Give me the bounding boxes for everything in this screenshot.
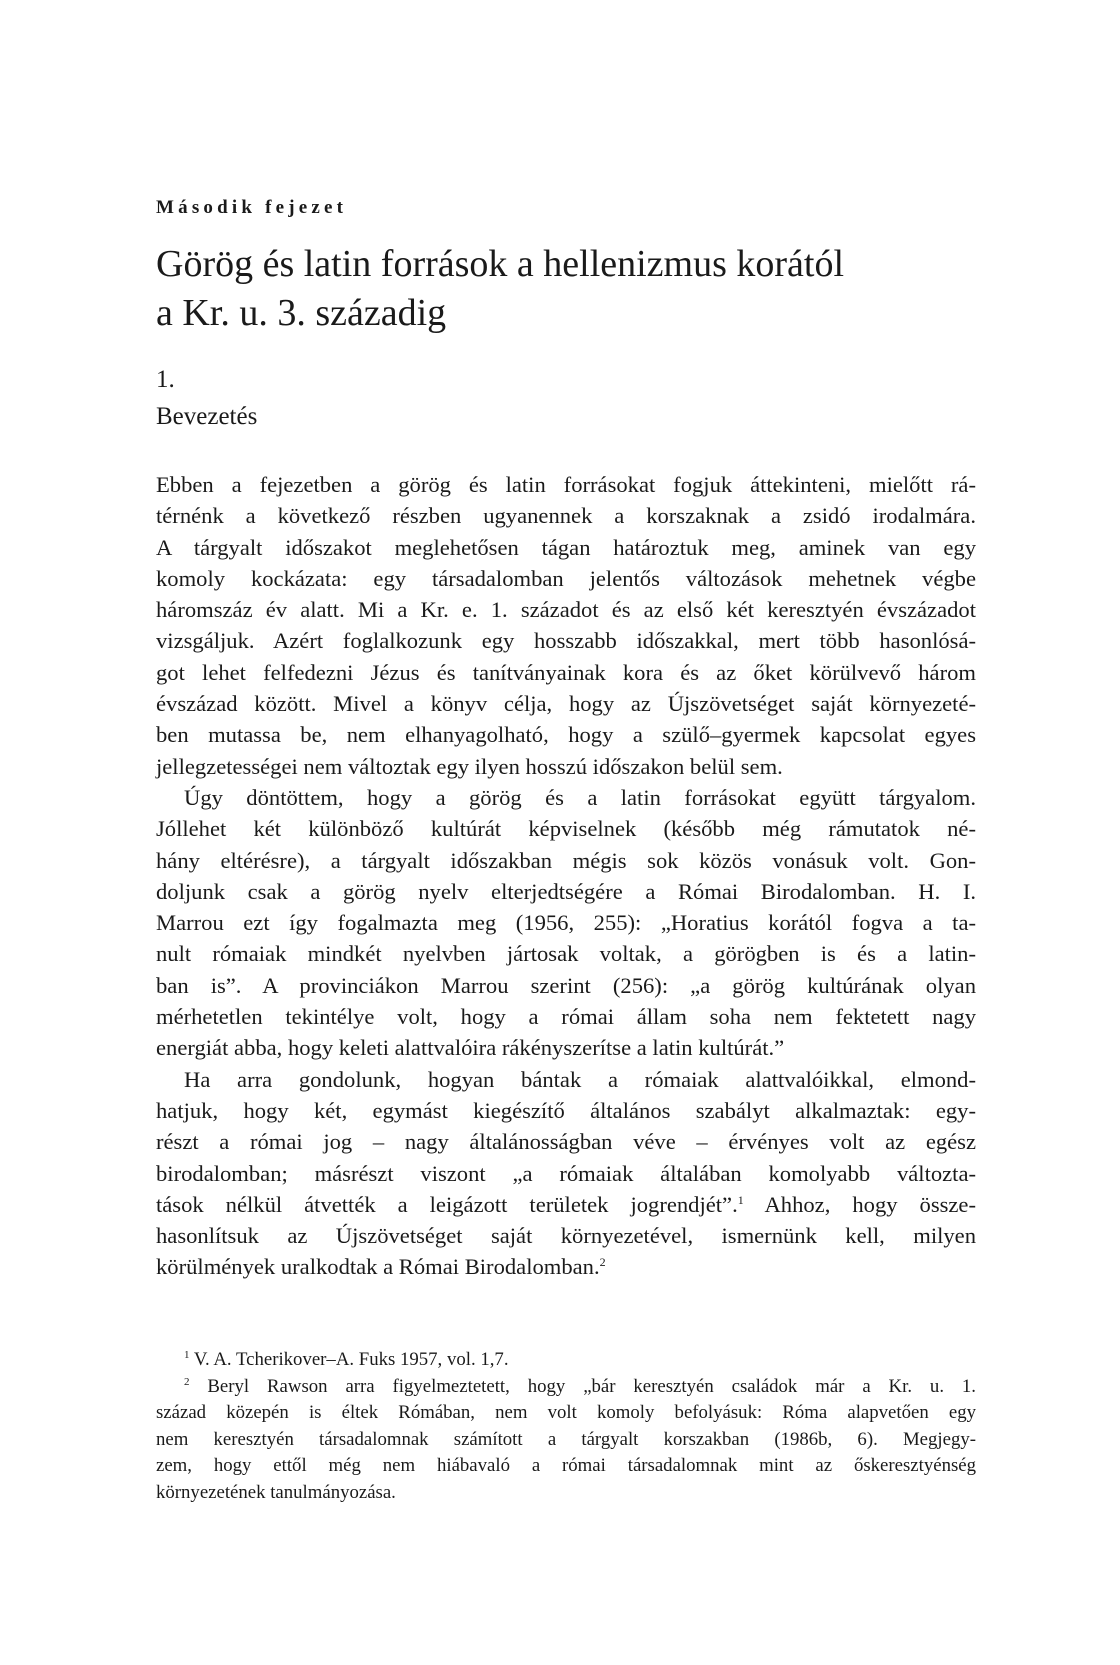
text-line: komoly kockázata: egy társadalomban jelentős változások mehetnek végbe bbox=[156, 565, 976, 591]
footnotes bbox=[156, 1347, 976, 1507]
chapter-label: Második fejezet bbox=[156, 197, 348, 218]
chapter-title-line: Görög és latin források a hellenizmus korától bbox=[156, 243, 845, 285]
text-line: Ebben a fejezetben a görög és latin forrásokat fogjuk áttekinteni, mielőtt rá- bbox=[156, 472, 976, 497]
text-fragment: Ahhoz, hogy össze- bbox=[743, 1191, 976, 1217]
text-line: hatjuk, hogy két, egymást kiegészítő általános szabályt alkalmaztak: egy- bbox=[156, 1097, 976, 1123]
text-fragment: körülmények uralkodtak a Római Birodalomban. bbox=[156, 1254, 600, 1280]
text-line: vizsgáljuk. Azért foglalkozunk egy hosszabb időszakkal, mert több hasonlósá- bbox=[156, 628, 976, 654]
text-line: hasonlítsuk az Újszövetséget saját környezetével, ismernünk kell, milyen bbox=[156, 1223, 976, 1249]
footnote-text: Beryl Rawson arra figyelmeztetett, hogy „bár keresztyén családok már a Kr. u. 1. bbox=[189, 1375, 976, 1397]
footnote-1 bbox=[156, 1347, 976, 1374]
text-line-with-note bbox=[156, 1251, 976, 1282]
text-line: hány eltérésre), a tárgyalt időszakban mégis sok közös vonásuk volt. Gon- bbox=[156, 847, 976, 873]
text-line: energiát abba, hogy keleti alattvalóira rákényszerítse a latin kultúrát.” bbox=[156, 1035, 785, 1061]
footnote-line bbox=[156, 1374, 976, 1401]
footnote-marker: 1 bbox=[184, 1349, 190, 1361]
text-line: jellegzetességei nem változtak egy ilyen hosszú időszakon belül sem. bbox=[156, 753, 783, 779]
footnote-text: V. A. Tcherikover–A. Fuks 1957, vol. 1,7. bbox=[189, 1349, 509, 1370]
section-title: Bevezetés bbox=[156, 403, 258, 430]
text-line: Jóllehet két különböző kultúrát képviselnek (később még rámutatok né- bbox=[156, 816, 976, 842]
text-line: birodalomban; másrészt viszont „a rómaiak általában komolyabb változta- bbox=[156, 1160, 976, 1186]
text-line-with-note bbox=[156, 1189, 976, 1220]
footnote-line: környezetének tanulmányozása. bbox=[156, 1481, 396, 1503]
paragraph bbox=[156, 1064, 976, 1283]
text-line: térnénk a következő részben ugyanennek a korszaknak a zsidó irodalmára. bbox=[156, 503, 976, 529]
footnote-line bbox=[156, 1347, 976, 1374]
footnote-marker: 2 bbox=[184, 1375, 190, 1388]
text-line: Ha arra gondolunk, hogyan bántak a rómaiak alattvalóikkal, elmond- bbox=[184, 1066, 976, 1092]
paragraph bbox=[156, 782, 976, 1064]
text-line: háromszáz év alatt. Mi a Kr. e. 1. századot és az első két keresztyén évszázadot bbox=[156, 597, 976, 623]
section-number: 1. bbox=[156, 366, 175, 393]
text-line: ban is”. A provinciákon Marrou szerint (256): „a görög kultúrának olyan bbox=[156, 972, 976, 998]
footnote-2 bbox=[156, 1374, 976, 1507]
body-text bbox=[156, 469, 976, 1283]
text-line: részt a római jog – nagy általánosságban véve – érvényes volt az egész bbox=[156, 1129, 976, 1155]
footnote-line: század közepén is éltek Rómában, nem volt komoly befolyásuk: Róma alapvetően egy bbox=[156, 1402, 976, 1424]
footnote-line: zem, hogy ettől még nem hiábavaló a római társadalomnak mint az őskeresztyénség bbox=[156, 1455, 976, 1477]
chapter-title bbox=[156, 240, 976, 338]
text-line: got lehet felfedezni Jézus és tanítványainak kora és az őket körülvevő három bbox=[156, 659, 976, 685]
footnote-line: nem keresztyén társadalomnak számított a tárgyalt korszakban (1986b, 6). Megjegy- bbox=[156, 1428, 976, 1450]
footnote-ref-2[interactable]: 2 bbox=[599, 1255, 606, 1270]
text-line: Marrou ezt így fogalmazta meg (1956, 255): „Horatius korától fogva a ta- bbox=[156, 910, 976, 936]
text-line: A tárgyalt időszakot meglehetősen tágan határoztuk meg, aminek van egy bbox=[156, 534, 976, 560]
paragraph bbox=[156, 469, 976, 782]
text-fragment: tások nélkül átvették a leigázott területek jogrendjét”. bbox=[156, 1191, 738, 1217]
text-line: évszázad között. Mivel a könyv célja, hogy az Újszövetséget saját környezeté- bbox=[156, 691, 976, 717]
text-line: nult rómaiak mindkét nyelvben jártosak voltak, a görögben is és a latin- bbox=[156, 941, 976, 967]
text-line: ben mutassa be, nem elhanyagolható, hogy a szülő–gyermek kapcsolat egyes bbox=[156, 722, 976, 748]
footnote-ref-1[interactable]: 1 bbox=[737, 1192, 744, 1207]
chapter-title-line: a Kr. u. 3. századig bbox=[156, 292, 447, 334]
text-line: doljunk csak a görög nyelv elterjedtségére a Római Birodalomban. H. I. bbox=[156, 878, 976, 904]
text-line: mérhetetlen tekintélye volt, hogy a római állam soha nem fektetett nagy bbox=[156, 1004, 976, 1030]
text-line: Úgy döntöttem, hogy a görög és a latin forrásokat együtt tárgyalom. bbox=[184, 784, 976, 810]
